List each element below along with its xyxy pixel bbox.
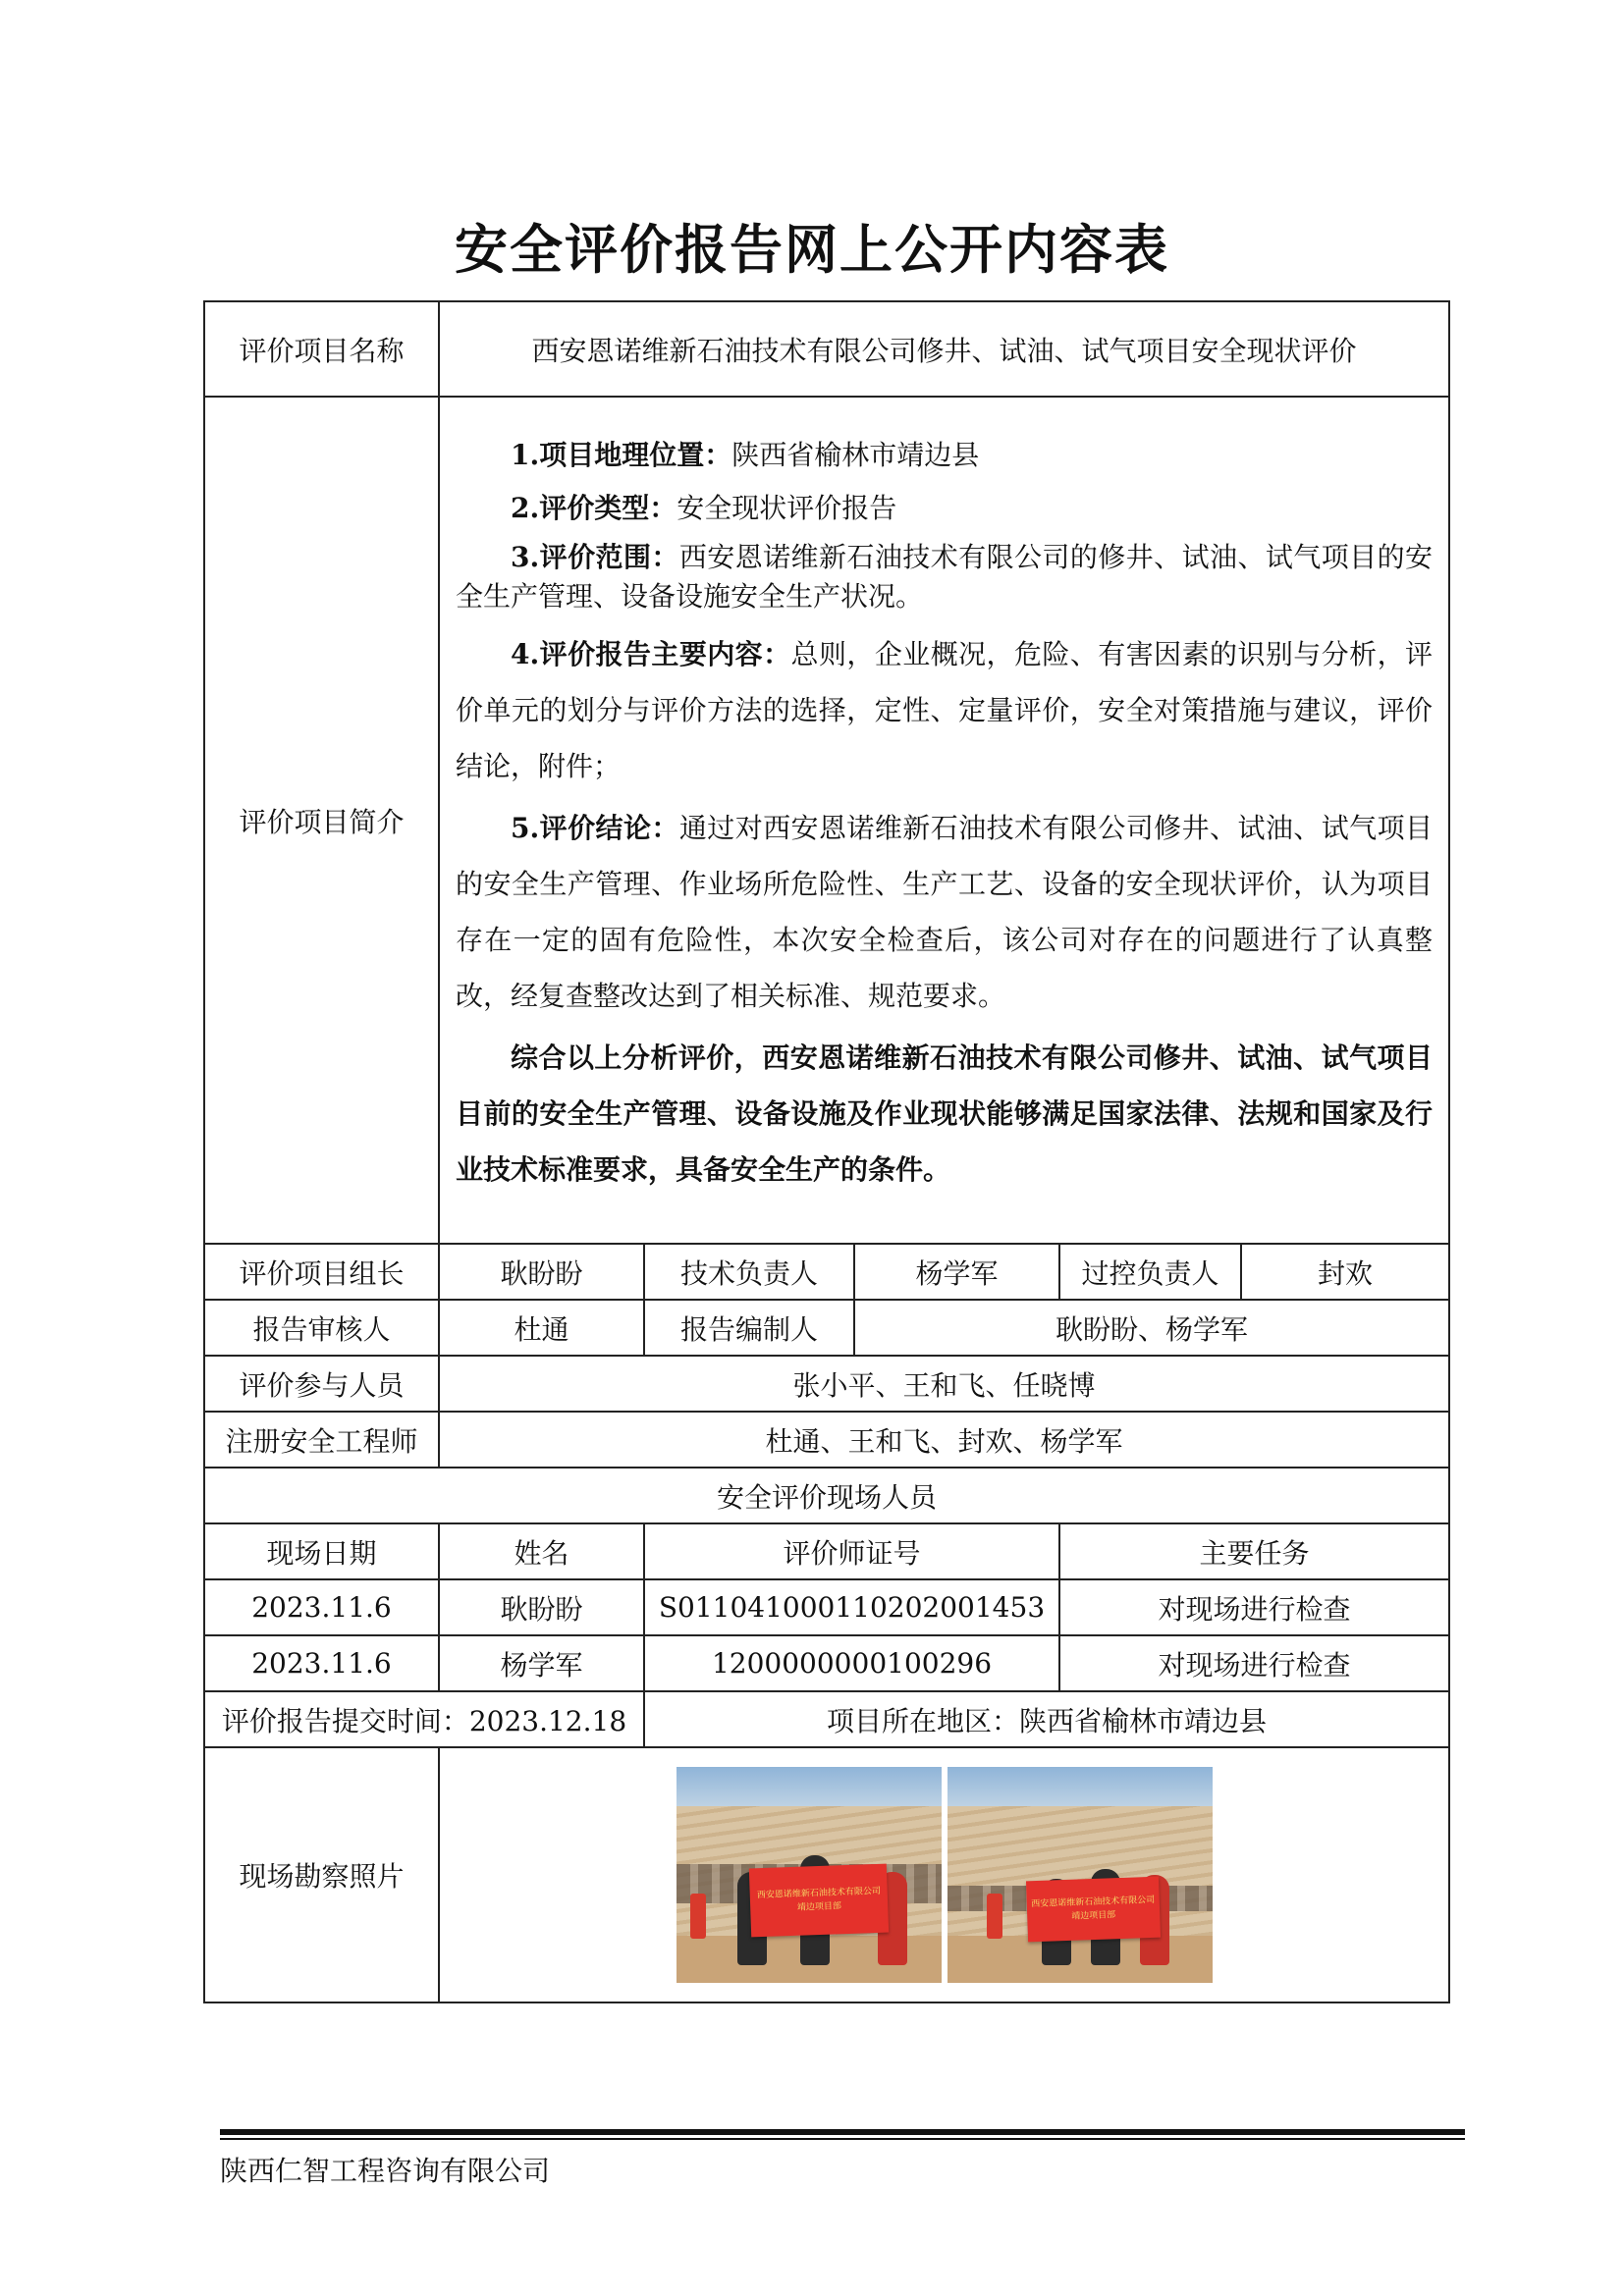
site-photo (947, 1767, 1213, 1983)
intro-content-para: 4.评价报告主要内容：总则，企业概况，危险、有害因素的识别与分析，评价单元的划分与评价方法的选择，定性、定量评价，安全对策措施与建议，评价结论，附件； (456, 638, 1434, 782)
photos-row (204, 1747, 1449, 2002)
engineers-row (204, 1412, 1449, 1468)
submission-row (204, 1691, 1449, 1747)
intro-summary: 综合以上分析评价，西安恩诺维新石油技术有限公司修井、试油、试气项目目前的安全生产管理、设备设施及作业现状能够满足国家法律、法规和国家及行业技术标准要求，具备安全生产的条件。 (456, 1041, 1434, 1186)
compiler-label: 报告编制人 (644, 1300, 854, 1356)
site-header-date: 现场日期 (204, 1523, 439, 1579)
compiler-value: 耿盼盼、杨学军 (854, 1300, 1449, 1356)
site-header-task: 主要任务 (1059, 1523, 1449, 1579)
photo-banner: 西安恩诺维新石油技术有限公司 靖边项目部 (1025, 1877, 1160, 1942)
intro-row (204, 397, 1449, 1244)
project-region: 项目所在地区：陕西省榆林市靖边县 (644, 1691, 1449, 1747)
tech-label: 技术负责人 (644, 1244, 854, 1300)
photos-label: 现场勘察照片 (204, 1747, 439, 2002)
site-row (204, 1635, 1449, 1691)
project-name-label: 评价项目名称 (204, 301, 439, 397)
leader-row (204, 1244, 1449, 1300)
site-header-name: 姓名 (439, 1523, 644, 1579)
intro-content (439, 397, 1449, 1244)
site-section-row (204, 1468, 1449, 1523)
site-section-title: 安全评价现场人员 (204, 1468, 1449, 1523)
footer-divider (220, 2129, 1465, 2135)
page-title: 安全评价报告网上公开内容表 (455, 219, 1169, 281)
wellhead-icon (690, 1894, 706, 1939)
engineers-label: 注册安全工程师 (204, 1412, 439, 1468)
intro-conclusion: 5.评价结论：通过对西安恩诺维新石油技术有限公司修井、试油、试气项目的安全生产管理、作业场所危险性、生产工艺、设备的安全现状评价，认为项目存在一定的固有危险性，本次安全检查后，该公司对存在的问题进行了认真整改，经复查整改达到了相关标准、规范要求。 (456, 812, 1434, 1012)
reviewer-row (204, 1300, 1449, 1356)
site-row-task: 对现场进行检查 (1059, 1579, 1449, 1635)
site-photo (677, 1767, 942, 1983)
leader-value: 耿盼盼 (439, 1244, 644, 1300)
intro-type: 2.评价类型：安全现状评价报告 (511, 492, 897, 524)
submission-time: 评价报告提交时间：2023.12.18 (204, 1691, 644, 1747)
site-row-date: 2023.11.6 (204, 1635, 439, 1691)
intro-label: 评价项目简介 (204, 397, 439, 1244)
site-row-task: 对现场进行检查 (1059, 1635, 1449, 1691)
footer-company: 陕西仁智工程咨询有限公司 (220, 2155, 551, 2187)
project-name-row (204, 301, 1449, 397)
intro-scope: 3.评价范围：西安恩诺维新石油技术有限公司的修井、试油、试气项目的安全生产管理、设备设施安全生产状况。 (456, 541, 1434, 613)
site-row-cert: 1200000000100296 (644, 1635, 1059, 1691)
site-row-name: 杨学军 (439, 1635, 644, 1691)
photo-gallery (446, 1749, 1442, 2001)
engineers-value: 杜通、王和飞、封欢、杨学军 (439, 1412, 1449, 1468)
footer-divider (220, 2138, 1465, 2140)
tech-value: 杨学军 (854, 1244, 1059, 1300)
reviewer-label: 报告审核人 (204, 1300, 439, 1356)
process-value: 封欢 (1241, 1244, 1449, 1300)
photo-banner: 西安恩诺维新石油技术有限公司 靖边项目部 (749, 1864, 890, 1938)
participants-value: 张小平、王和飞、任晓博 (439, 1356, 1449, 1412)
site-header-cert: 评价师证号 (644, 1523, 1059, 1579)
intro-location: 1.项目地理位置：陕西省榆林市靖边县 (511, 439, 980, 471)
wellhead-icon (987, 1894, 1002, 1939)
site-header-row (204, 1523, 1449, 1579)
site-row (204, 1579, 1449, 1635)
report-table (203, 300, 1450, 2003)
site-row-date: 2023.11.6 (204, 1579, 439, 1635)
project-name-value: 西安恩诺维新石油技术有限公司修井、试油、试气项目安全现状评价 (439, 301, 1449, 397)
photos-cell (439, 1747, 1449, 2002)
site-row-cert: S011041000110202001453 (644, 1579, 1059, 1635)
site-row-name: 耿盼盼 (439, 1579, 644, 1635)
reviewer-value: 杜通 (439, 1300, 644, 1356)
process-label: 过控负责人 (1059, 1244, 1241, 1300)
participants-row (204, 1356, 1449, 1412)
participants-label: 评价参与人员 (204, 1356, 439, 1412)
leader-label: 评价项目组长 (204, 1244, 439, 1300)
photo-ground (947, 1936, 1213, 1983)
